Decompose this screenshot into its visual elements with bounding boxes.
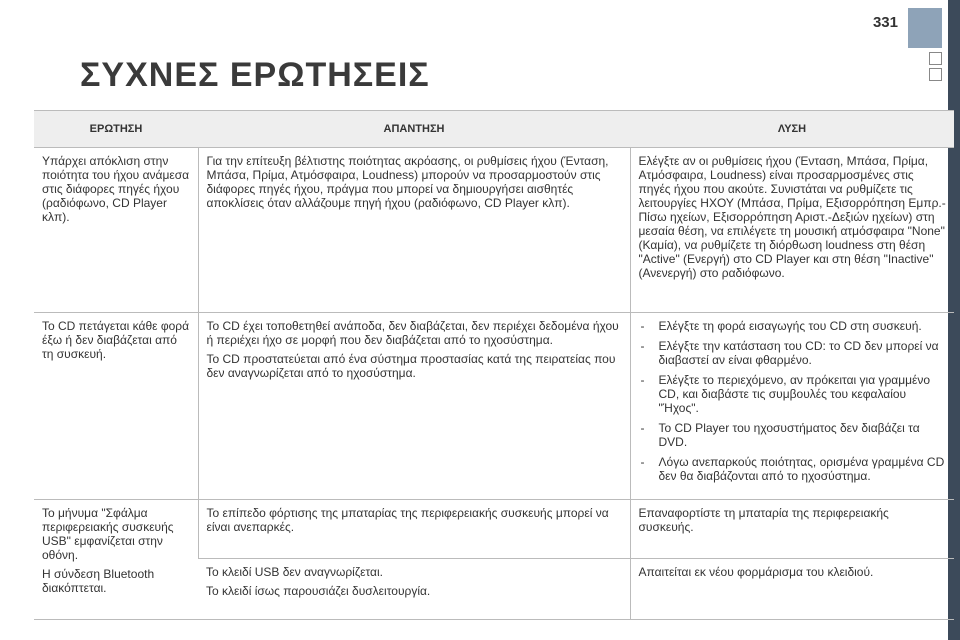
answer-text: Για την επίτευξη βέλτιστης ποιότητας ακρόασης, οι ρυθμίσεις ήχου (Ένταση, Μπάσα, Πρίμα, Ατμόσφαιρα, Loudness) μπορούν να προσαρμοστούν στις διάφορες πηγές ήχου, πράγμα που μπορεί να δημιουργήσει αισθητές αποκλίσεις όταν αλλάζουμε πηγή ήχου (ραδιόφωνο, CD Player κλπ). <box>206 154 609 210</box>
question-text: Το CD πετάγεται κάθε φορά έξω ή δεν διαβάζεται από τη συσκευή. <box>42 319 190 361</box>
solution-cell <box>630 500 954 559</box>
solution-text: Απαιτείται εκ νέου φορμάρισμα του κλειδιού. <box>638 565 874 579</box>
page-number: 331 <box>872 14 898 31</box>
question-cell <box>34 313 198 500</box>
question-text: Υπάρχει απόκλιση στην ποιότητα του ήχου ανάμεσα στις διάφορες πηγές ήχου (ραδιόφωνο, CD Player κλπ). <box>42 154 190 224</box>
table-header-row <box>34 111 954 148</box>
solution-cell <box>630 313 954 500</box>
header-solution: ΛΥΣΗ <box>630 111 954 148</box>
question-text: Το μήνυμα "Σφάλμα περιφερειακής συσκευής USB" εμφανίζεται στην οθόνη. <box>42 506 174 562</box>
list-item: - Ελέγξτε τη φορά εισαγωγής του CD στη συσκευή. <box>639 319 947 333</box>
answer-cell <box>198 148 630 313</box>
answer-text: Το επίπεδο φόρτισης της μπαταρίας της περιφερειακής συσκευής μπορεί να είναι ανεπαρκές. <box>206 506 609 534</box>
solution-cell <box>630 559 954 620</box>
answer-cell <box>198 500 630 559</box>
faq-table <box>34 110 954 620</box>
answer-text: Το CD προστατεύεται από ένα σύστημα προστασίας κατά της πειρατείας που δεν αναγνωρίζεται από το ηχοσύστημα. <box>206 352 616 380</box>
solution-list <box>639 319 947 483</box>
list-item: - Λόγω ανεπαρκούς ποιότητας, ορισμένα γραμμένα CD δεν θα διαβάζονται από το ηχοσύστημα. <box>639 455 947 483</box>
list-item: - Ελέγξτε το περιεχόμενο, αν πρόκειται για γραμμένο CD, και διαβάστε τις συμβουλές του κεφαλαίου "Ήχος". <box>639 373 947 415</box>
header-answer: ΑΠΑΝΤΗΣΗ <box>198 111 630 148</box>
answer-cell <box>198 559 630 620</box>
page-title: ΣΥΧΝΕΣ ΕΡΩΤΗΣΕΙΣ <box>80 56 430 94</box>
table-row <box>34 313 954 500</box>
solution-text: Επαναφορτίστε τη μπαταρία της περιφερειακής συσκευής. <box>638 506 889 534</box>
answer-text: Το κλειδί USB δεν αναγνωρίζεται. <box>206 565 383 579</box>
table-row <box>34 148 954 313</box>
question-cell <box>34 500 198 620</box>
list-item: - Ελέγξτε την κατάσταση του CD: το CD δεν μπορεί να διαβαστεί αν είναι φθαρμένο. <box>639 339 947 367</box>
bookmark-box-icon <box>929 68 942 81</box>
question-cell <box>34 148 198 313</box>
solution-cell <box>630 148 954 313</box>
answer-text: Το κλειδί ίσως παρουσιάζει δυσλειτουργία. <box>206 584 431 598</box>
chapter-tab <box>908 8 942 48</box>
header-question: ΕΡΩΤΗΣΗ <box>34 111 198 148</box>
answer-text: Το CD έχει τοποθετηθεί ανάποδα, δεν διαβάζεται, δεν περιέχει δεδομένα ήχου ή περιέχει ήχο σε μορφή που δεν διαβάζεται από το ηχοσύστημα. <box>206 319 619 347</box>
question-text: Η σύνδεση Bluetooth διακόπτεται. <box>42 567 155 595</box>
list-item: - Το CD Player του ηχοσυστήματος δεν διαβάζει τα DVD. <box>639 421 947 449</box>
solution-text: Ελέγξτε αν οι ρυθμίσεις ήχου (Ένταση, Μπάσα, Πρίμα, Ατμόσφαιρα, Loudness) είναι προσαρμοσμένες στις πηγές ήχου που ακούτε. Συνιστάται να ρυθμίζετε τις λειτουργίες ΗΧΟΥ (Μπάσα, Πρίμα, Εξισορρόπηση Εμπρ.-Πίσω ηχείων, Εξισορρόπηση Αριστ.-Δεξιών ηχείων) στη μεσαία θέση, να επιλέγετε τη μουσική ατμόσφαιρα "None" (Καμία), να ρυθμίζετε τη διόρθωση loudness στη θέση "Active" (Ενεργή) στο CD Player και στη θέση "Inactive" (Ανενεργή) στο ραδιόφωνο. <box>638 154 946 280</box>
table-row <box>34 500 954 559</box>
bookmark-box-icon <box>929 52 942 65</box>
answer-cell <box>198 313 630 500</box>
